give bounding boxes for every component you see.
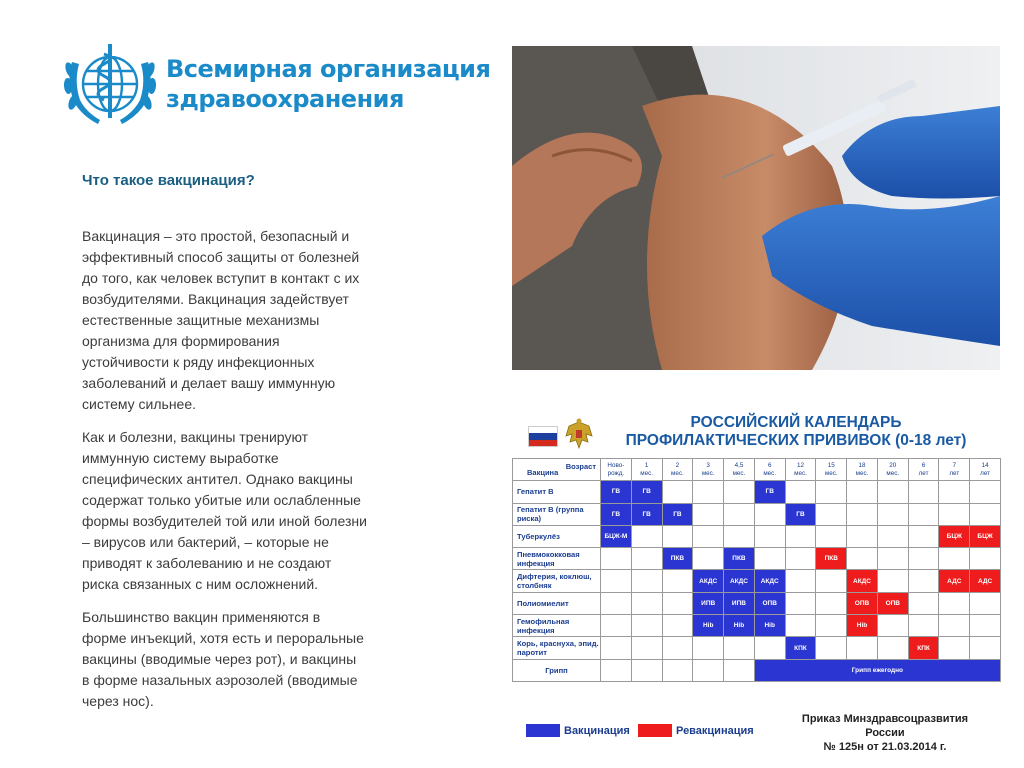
empty-cell bbox=[877, 637, 908, 659]
vaccination-cell: ПКВ bbox=[662, 548, 693, 570]
empty-cell bbox=[877, 503, 908, 525]
empty-cell bbox=[662, 481, 693, 503]
empty-cell bbox=[785, 570, 816, 592]
revaccination-cell: Hib bbox=[847, 615, 878, 637]
vaccination-cell: АКДС bbox=[693, 570, 724, 592]
vaccination-cell: АКДС bbox=[754, 570, 785, 592]
empty-cell bbox=[662, 615, 693, 637]
revaccination-cell: КПК bbox=[908, 637, 939, 659]
empty-cell bbox=[631, 659, 662, 681]
age-unit: лет bbox=[949, 469, 960, 477]
revaccination-cell: БЦЖ bbox=[939, 525, 970, 547]
russian-flag-icon bbox=[528, 426, 558, 447]
age-unit: мес. bbox=[732, 469, 746, 477]
vaccine-name: Гепатит B (группа риска) bbox=[513, 503, 601, 525]
legend-revaccination-swatch bbox=[638, 724, 672, 737]
vaccination-cell: ПКВ bbox=[724, 548, 755, 570]
flu-row bbox=[513, 659, 1001, 681]
who-name-line2: здравоохранения bbox=[166, 85, 404, 113]
age-column-header bbox=[662, 459, 693, 481]
empty-cell bbox=[601, 548, 632, 570]
article-title: Что такое вакцинация? bbox=[82, 172, 255, 189]
vaccination-cell: КПК bbox=[785, 637, 816, 659]
age-column-header bbox=[724, 459, 755, 481]
empty-cell bbox=[908, 525, 939, 547]
vaccine-name: Корь, краснуха, эпид. паротит bbox=[513, 637, 601, 659]
flu-label: Грипп bbox=[513, 659, 601, 681]
empty-cell bbox=[785, 548, 816, 570]
revaccination-cell: ПКВ bbox=[816, 548, 847, 570]
age-value: 2 bbox=[675, 462, 680, 470]
age-column-header bbox=[970, 459, 1001, 481]
age-value: 3 bbox=[706, 462, 710, 470]
age-value: 1 bbox=[644, 462, 649, 470]
empty-cell bbox=[693, 637, 724, 659]
calendar-title-line1: РОССИЙСКИЙ КАЛЕНДАРЬ bbox=[690, 414, 902, 431]
age-column-header bbox=[754, 459, 785, 481]
empty-cell bbox=[631, 525, 662, 547]
age-value: 7 bbox=[952, 462, 957, 470]
who-organization-name bbox=[166, 54, 490, 114]
age-value: 12 bbox=[796, 462, 804, 470]
age-column-header bbox=[631, 459, 662, 481]
vaccine-name: Полиомиелит bbox=[513, 592, 601, 614]
empty-cell bbox=[601, 637, 632, 659]
age-column-header bbox=[785, 459, 816, 481]
empty-cell bbox=[816, 615, 847, 637]
article-paragraph-2: Как и болезни, вакцины тренируют иммунную систему выработке специфических антител. Однако вакцины содержат только убитые или ослабленные формы возбудителей той или иной болезни – вирусов или бактерий, – которые не приводят к заболеванию и не создают риска связанных с ним осложнений. bbox=[82, 429, 367, 592]
vaccination-cell: ГВ bbox=[631, 503, 662, 525]
empty-cell bbox=[816, 592, 847, 614]
empty-cell bbox=[847, 481, 878, 503]
vaccine-name: Дифтерия, коклюш, столбняк bbox=[513, 570, 601, 592]
empty-cell bbox=[754, 525, 785, 547]
calendar-title-line2: ПРОФИЛАКТИЧЕСКИХ ПРИВИВОК (0-18 лет) bbox=[625, 432, 967, 449]
age-value: 6 bbox=[921, 462, 926, 470]
empty-cell bbox=[908, 548, 939, 570]
vaccination-cell: Hib bbox=[693, 615, 724, 637]
vaccination-cell: Hib bbox=[724, 615, 755, 637]
empty-cell bbox=[939, 548, 970, 570]
empty-cell bbox=[970, 637, 1001, 659]
vaccine-row bbox=[513, 592, 1001, 614]
age-unit: мес. bbox=[886, 469, 900, 477]
vaccination-cell: БЦЖ-М bbox=[601, 525, 632, 547]
empty-cell bbox=[601, 592, 632, 614]
empty-cell bbox=[631, 570, 662, 592]
empty-cell bbox=[877, 570, 908, 592]
empty-cell bbox=[816, 637, 847, 659]
coat-of-arms-icon bbox=[564, 418, 594, 452]
vaccine-name: Гемофильная инфекция bbox=[513, 615, 601, 637]
empty-cell bbox=[631, 592, 662, 614]
revaccination-cell: АДС bbox=[970, 570, 1001, 592]
empty-cell bbox=[877, 615, 908, 637]
empty-cell bbox=[939, 592, 970, 614]
age-unit: мес. bbox=[855, 469, 869, 477]
legend-vaccination bbox=[526, 724, 630, 737]
revaccination-cell: АДС bbox=[939, 570, 970, 592]
revaccination-cell: ОПВ bbox=[877, 592, 908, 614]
who-name-line1: Всемирная организация bbox=[166, 55, 491, 83]
empty-cell bbox=[847, 503, 878, 525]
empty-cell bbox=[908, 615, 939, 637]
empty-cell bbox=[754, 503, 785, 525]
age-unit: мес. bbox=[701, 469, 715, 477]
age-value: 18 bbox=[858, 462, 866, 470]
empty-cell bbox=[939, 503, 970, 525]
ministry-order-line2: № 125н от 21.03.2014 г. bbox=[823, 741, 947, 753]
calendar-title bbox=[596, 414, 996, 450]
vaccine-row bbox=[513, 615, 1001, 637]
flu-annual-cell: Грипп ежегодно bbox=[754, 659, 1000, 681]
empty-cell bbox=[724, 503, 755, 525]
empty-cell bbox=[662, 592, 693, 614]
empty-cell bbox=[877, 548, 908, 570]
legend-revaccination bbox=[638, 724, 754, 737]
age-unit: рожд. bbox=[607, 469, 625, 477]
empty-cell bbox=[816, 570, 847, 592]
empty-cell bbox=[908, 503, 939, 525]
age-column-header bbox=[939, 459, 970, 481]
vaccination-cell: ГВ bbox=[631, 481, 662, 503]
empty-cell bbox=[847, 637, 878, 659]
empty-cell bbox=[970, 592, 1001, 614]
table-corner-cell bbox=[513, 459, 601, 481]
age-unit: мес. bbox=[824, 469, 838, 477]
legend-vaccination-swatch bbox=[526, 724, 560, 737]
empty-cell bbox=[662, 637, 693, 659]
age-value: 20 bbox=[889, 462, 897, 470]
empty-cell bbox=[693, 525, 724, 547]
revaccination-cell: ОПВ bbox=[847, 592, 878, 614]
age-value: Ново- bbox=[607, 462, 625, 470]
empty-cell bbox=[970, 615, 1001, 637]
vaccine-name: Туберкулёз bbox=[513, 525, 601, 547]
vaccination-schedule-table bbox=[512, 458, 1001, 682]
empty-cell bbox=[693, 659, 724, 681]
age-value: 14 bbox=[981, 462, 989, 470]
vaccination-cell: АКДС bbox=[724, 570, 755, 592]
empty-cell bbox=[785, 525, 816, 547]
empty-cell bbox=[970, 481, 1001, 503]
empty-cell bbox=[816, 525, 847, 547]
revaccination-cell: БЦЖ bbox=[970, 525, 1001, 547]
age-value: 6 bbox=[767, 462, 772, 470]
empty-cell bbox=[939, 637, 970, 659]
vaccination-photo bbox=[512, 46, 1000, 370]
age-column-header bbox=[816, 459, 847, 481]
article-body bbox=[82, 226, 367, 724]
age-unit: мес. bbox=[794, 469, 807, 477]
revaccination-cell: АКДС bbox=[847, 570, 878, 592]
empty-cell bbox=[724, 659, 755, 681]
vaccination-calendar bbox=[512, 406, 1000, 752]
age-unit: мес. bbox=[763, 469, 777, 477]
vaccine-row bbox=[513, 548, 1001, 570]
legend-vaccination-label: Вакцинация bbox=[564, 724, 630, 737]
empty-cell bbox=[816, 481, 847, 503]
empty-cell bbox=[939, 615, 970, 637]
vaccination-cell: ГВ bbox=[601, 503, 632, 525]
vaccination-cell: ГВ bbox=[601, 481, 632, 503]
empty-cell bbox=[877, 525, 908, 547]
empty-cell bbox=[908, 481, 939, 503]
empty-cell bbox=[785, 592, 816, 614]
age-column-header bbox=[877, 459, 908, 481]
empty-cell bbox=[601, 615, 632, 637]
vaccine-row bbox=[513, 481, 1001, 503]
vaccine-row bbox=[513, 525, 1001, 547]
ministry-order bbox=[790, 712, 980, 754]
age-column-header bbox=[601, 459, 632, 481]
vaccination-cell: ИПВ bbox=[693, 592, 724, 614]
article-paragraph-3: Большинство вакцин применяются в форме инъекций, хотя есть и пероральные вакцины (вводимые через рот), и вакцины в форме назальных аэрозолей (вводимые через нос). bbox=[82, 609, 364, 709]
empty-cell bbox=[631, 637, 662, 659]
empty-cell bbox=[908, 592, 939, 614]
vaccination-cell: ГВ bbox=[754, 481, 785, 503]
age-unit: лет bbox=[980, 469, 990, 477]
empty-cell bbox=[970, 503, 1001, 525]
empty-cell bbox=[816, 503, 847, 525]
article-paragraph-1: Вакцинация – это простой, безопасный и эффективный способ защиты от болезней до того, как человек вступит в контакт с их возбудителями. Вакцинация задействует естественные защитные механизмы организма для формирования устойчивости к ряду инфекционных заболеваний и делает вашу иммунную систему сильнее. bbox=[82, 228, 360, 412]
empty-cell bbox=[662, 659, 693, 681]
empty-cell bbox=[601, 570, 632, 592]
vaccination-cell: Hib bbox=[754, 615, 785, 637]
empty-cell bbox=[724, 481, 755, 503]
table-header-row bbox=[513, 459, 1001, 481]
ministry-order-line1: Приказ Минздравсоцразвития России bbox=[801, 713, 969, 739]
empty-cell bbox=[693, 481, 724, 503]
vaccine-row bbox=[513, 503, 1001, 525]
empty-cell bbox=[754, 548, 785, 570]
empty-cell bbox=[847, 525, 878, 547]
corner-vaccine-label: Вакцина bbox=[527, 468, 559, 478]
who-emblem-logo bbox=[58, 40, 162, 130]
empty-cell bbox=[693, 548, 724, 570]
age-column-header bbox=[847, 459, 878, 481]
vaccine-row bbox=[513, 637, 1001, 659]
empty-cell bbox=[939, 481, 970, 503]
empty-cell bbox=[662, 525, 693, 547]
empty-cell bbox=[601, 659, 632, 681]
empty-cell bbox=[847, 548, 878, 570]
vaccination-cell: ОПВ bbox=[754, 592, 785, 614]
corner-age-label: Возраст bbox=[565, 462, 596, 471]
vaccine-name: Гепатит B bbox=[513, 481, 601, 503]
empty-cell bbox=[754, 637, 785, 659]
age-unit: мес. bbox=[640, 469, 654, 477]
empty-cell bbox=[724, 525, 755, 547]
empty-cell bbox=[631, 615, 662, 637]
empty-cell bbox=[662, 570, 693, 592]
vaccine-name: Пневмококковая инфекция bbox=[513, 548, 601, 570]
vaccination-cell: ИПВ bbox=[724, 592, 755, 614]
vaccine-row bbox=[513, 570, 1001, 592]
age-column-header bbox=[908, 459, 939, 481]
legend-revaccination-label: Ревакцинация bbox=[676, 724, 754, 737]
age-column-header bbox=[693, 459, 724, 481]
empty-cell bbox=[693, 503, 724, 525]
empty-cell bbox=[908, 570, 939, 592]
empty-cell bbox=[877, 481, 908, 503]
empty-cell bbox=[724, 637, 755, 659]
empty-cell bbox=[785, 615, 816, 637]
empty-cell bbox=[631, 548, 662, 570]
age-value: 4,5 bbox=[734, 462, 744, 470]
empty-cell bbox=[785, 481, 816, 503]
vaccination-cell: ГВ bbox=[785, 503, 816, 525]
vaccination-cell: ГВ bbox=[662, 503, 693, 525]
empty-cell bbox=[970, 548, 1001, 570]
age-unit: лет bbox=[918, 469, 929, 477]
age-unit: мес. bbox=[671, 469, 684, 477]
age-value: 15 bbox=[827, 462, 835, 470]
